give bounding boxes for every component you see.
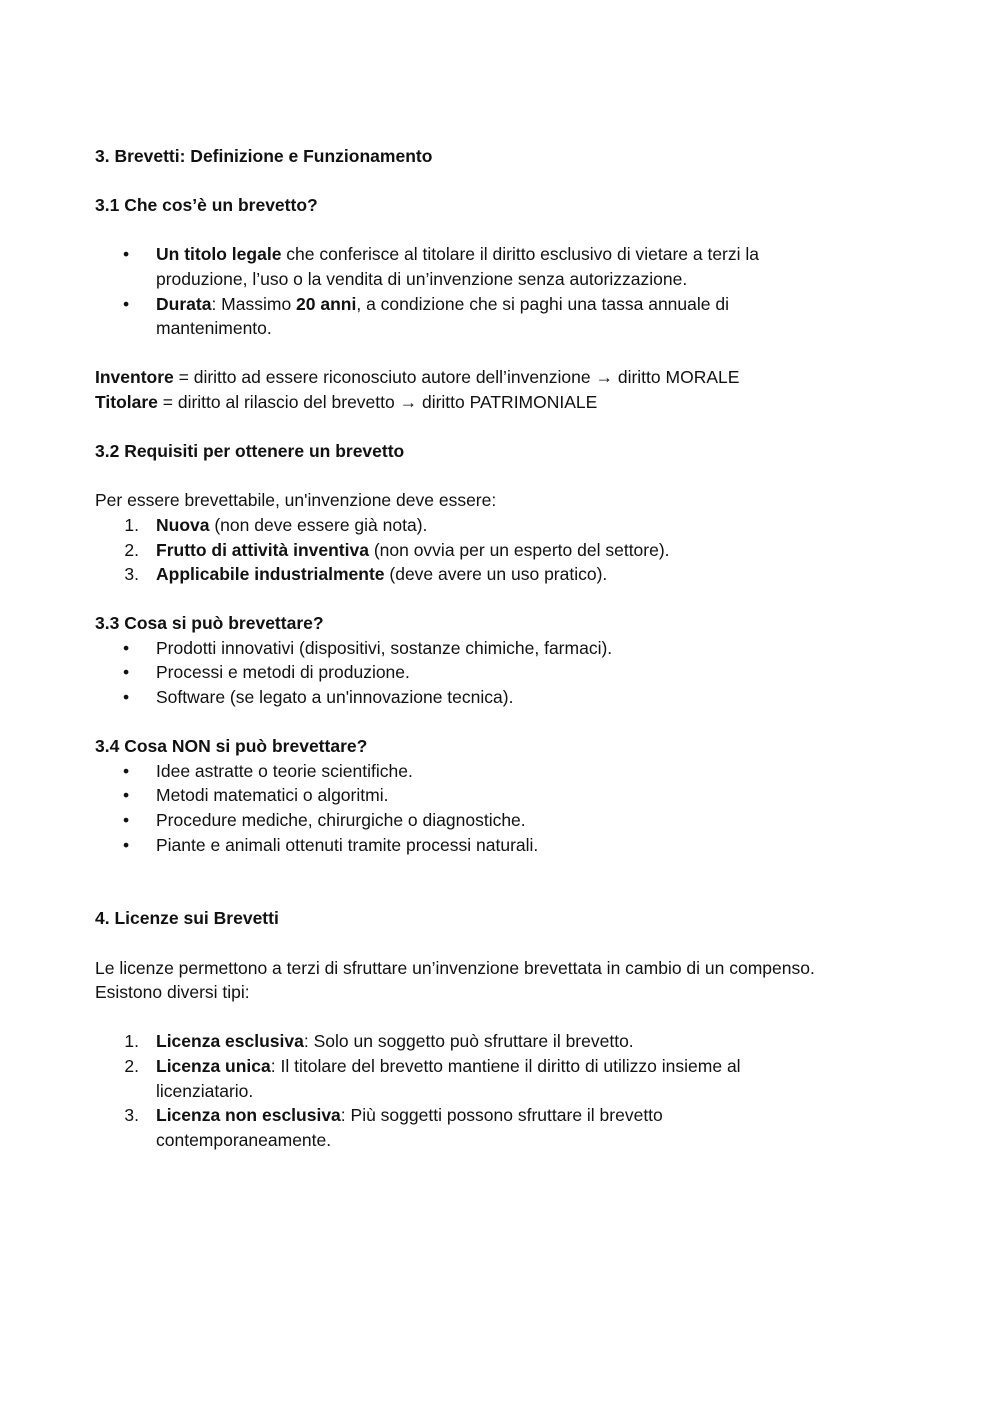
numbered-item xyxy=(95,513,915,538)
term-bold: Licenza non esclusiva xyxy=(156,1105,341,1126)
item-text-continued: licenziatario. xyxy=(156,1080,254,1101)
term-bold: Inventore xyxy=(95,367,174,388)
numbered-item xyxy=(95,562,915,587)
bullet-icon: • xyxy=(123,293,130,314)
item-text: (non deve essere già nota). xyxy=(209,514,428,535)
term-bold: Titolare xyxy=(95,391,158,412)
bullet-icon: • xyxy=(123,760,130,781)
bullet-icon: • xyxy=(123,810,130,831)
section-3-1-heading: 3.1 Che cos’è un brevetto? xyxy=(95,195,318,216)
numbered-item xyxy=(95,538,915,563)
term-bold: Un titolo legale xyxy=(156,244,282,265)
bullet-icon: • xyxy=(123,687,130,708)
section-3-3-heading: 3.3 Cosa si può brevettare? xyxy=(95,613,324,634)
term-bold: Nuova xyxy=(156,514,210,535)
section-4-intro-2: Esistono diversi tipi: xyxy=(95,982,250,1003)
list-item xyxy=(95,833,915,858)
item-text: che conferisce al titolare il diritto esclusivo di vietare a terzi la xyxy=(281,244,760,265)
item-text: Idee astratte o teorie scientifiche. xyxy=(156,760,413,781)
item-text: Software (se legato a un'innovazione tecnica). xyxy=(156,687,514,708)
bullet-icon: • xyxy=(123,662,130,683)
item-text: Prodotti innovativi (dispositivi, sostanze chimiche, farmaci). xyxy=(156,637,613,658)
item-text: , a condizione che si paghi una tassa annuale di xyxy=(356,293,729,314)
item-text-continued: produzione, l’uso o la vendita di un’invenzione senza autorizzazione. xyxy=(156,268,688,289)
item-number: 3. xyxy=(124,1105,139,1126)
numbered-item xyxy=(95,1054,915,1103)
definition-text: = diritto ad essere riconosciuto autore dell’invenzione → diritto MORALE xyxy=(173,367,740,388)
item-number: 2. xyxy=(124,1055,139,1076)
list-item xyxy=(95,685,915,710)
item-text: : Massimo xyxy=(211,293,297,314)
term-bold: Licenza esclusiva xyxy=(156,1031,304,1052)
document-page xyxy=(95,144,915,1152)
list-item xyxy=(95,660,915,685)
bullet-icon: • xyxy=(123,637,130,658)
list-item xyxy=(95,808,915,833)
item-text-continued: contemporaneamente. xyxy=(156,1129,332,1150)
item-text: Piante e animali ottenuti tramite processi naturali. xyxy=(156,834,539,855)
item-text: : Più soggetti possono sfruttare il brevetto xyxy=(340,1105,663,1126)
item-text: Procedure mediche, chirurgiche o diagnostiche. xyxy=(156,810,526,831)
section-3-4-heading: 3.4 Cosa NON si può brevettare? xyxy=(95,736,368,757)
item-text: Metodi matematici o algoritmi. xyxy=(156,785,389,806)
term-bold: Licenza unica xyxy=(156,1055,271,1076)
item-text: Processi e metodi di produzione. xyxy=(156,662,410,683)
section-4-intro: Le licenze permettono a terzi di sfruttare un’invenzione brevettata in cambio di un compenso. xyxy=(95,957,815,978)
term-bold: Frutto di attività inventiva xyxy=(156,539,369,560)
term-bold: Applicabile industrialmente xyxy=(156,564,385,585)
term-bold: Durata xyxy=(156,293,212,314)
item-text: : Solo un soggetto può sfruttare il brevetto. xyxy=(303,1031,634,1052)
item-number: 2. xyxy=(124,539,139,560)
item-text: : Il titolare del brevetto mantiene il diritto di utilizzo insieme al xyxy=(270,1055,741,1076)
list-item xyxy=(95,783,915,808)
section-4-heading: 4. Licenze sui Brevetti xyxy=(95,908,279,929)
section-3-2-heading: 3.2 Requisiti per ottenere un brevetto xyxy=(95,441,405,462)
list-item xyxy=(95,759,915,784)
list-item-titolo-legale xyxy=(95,242,915,291)
titolare-definition xyxy=(95,390,915,415)
item-number: 3. xyxy=(124,564,139,585)
bullet-icon: • xyxy=(123,834,130,855)
term-bold-duration: 20 anni xyxy=(296,293,357,314)
numbered-item xyxy=(95,1029,915,1054)
item-text: (deve avere un uso pratico). xyxy=(384,564,608,585)
item-number: 1. xyxy=(124,514,139,535)
inventore-definition xyxy=(95,365,915,390)
list-item-durata xyxy=(95,292,915,341)
item-text: (non ovvia per un esperto del settore). xyxy=(368,539,670,560)
section-3-heading: 3. Brevetti: Definizione e Funzionamento xyxy=(95,146,433,166)
item-text-continued: mantenimento. xyxy=(156,318,272,339)
item-number: 1. xyxy=(124,1031,139,1052)
definition-text: = diritto al rilascio del brevetto → diritto PATRIMONIALE xyxy=(157,391,598,412)
section-3-2-intro: Per essere brevettabile, un'invenzione deve essere: xyxy=(95,490,497,511)
bullet-icon: • xyxy=(123,244,130,265)
numbered-item xyxy=(95,1103,915,1152)
list-item xyxy=(95,636,915,661)
bullet-icon: • xyxy=(123,785,130,806)
